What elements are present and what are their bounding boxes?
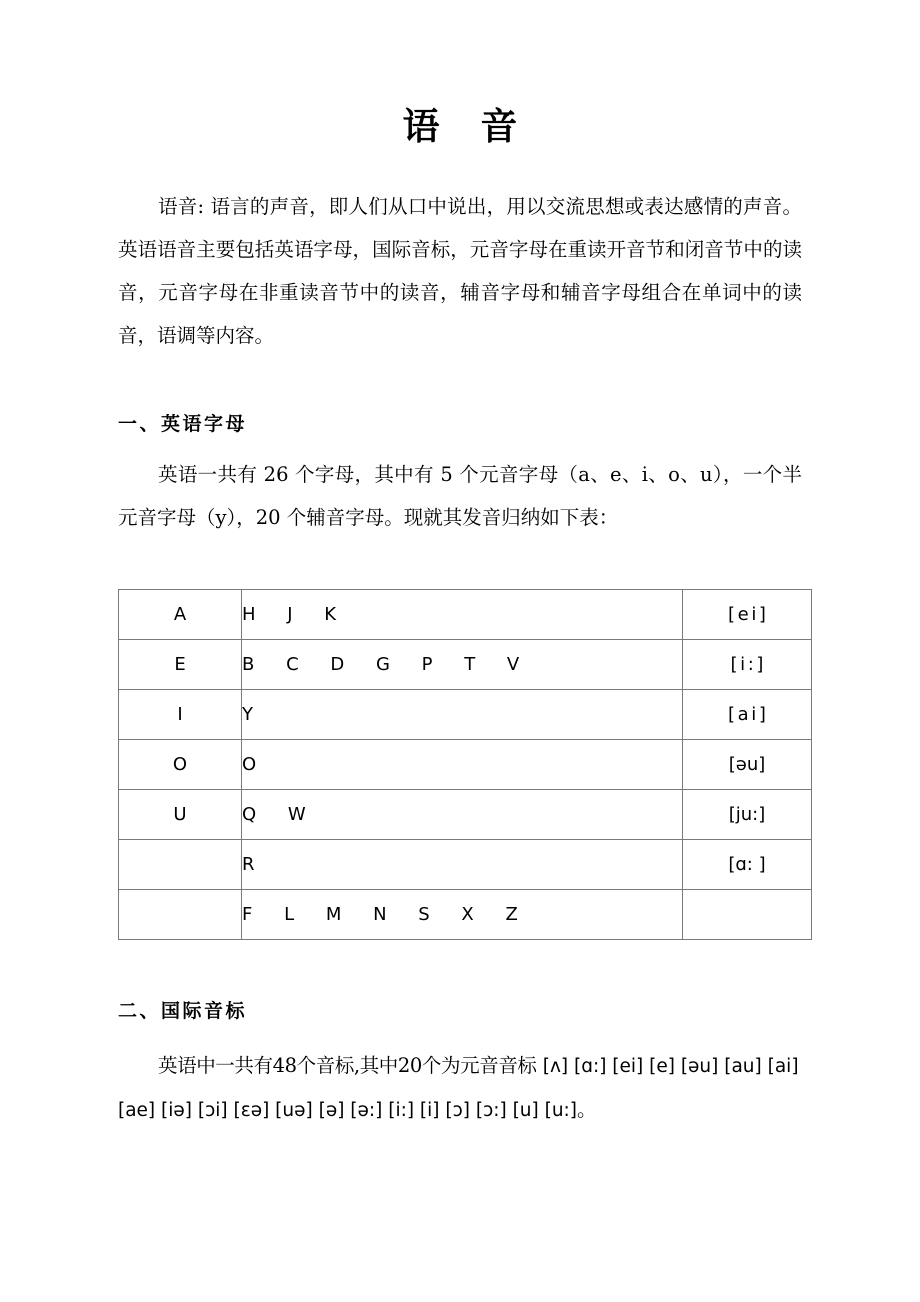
table-row (119, 590, 812, 640)
section-two-paragraph (118, 1044, 802, 1132)
letter-table-container (118, 589, 802, 940)
table-row (119, 790, 812, 840)
cell-vowel-letter: A (119, 590, 242, 640)
phonetic-trailing-punctuation: 。 (577, 1098, 597, 1121)
cell-phonetic-symbol: [i:] (683, 640, 812, 690)
cell-letter-group: H J K (242, 590, 683, 640)
page-title: 语 音 (402, 105, 532, 148)
cell-letter-group: Y (242, 690, 683, 740)
cell-letter-group: F L M N S X Z (242, 890, 683, 940)
cell-vowel-letter: E (119, 640, 242, 690)
section-heading-phonetic-symbols: 二、国际音标 (118, 1000, 248, 1022)
letter-pronunciation-table (118, 589, 812, 940)
vowel-symbol-list: [ʌ] [ɑ:] [ei] [e] [əu] [au] [ai] [ae] [iə] [ɔi] [ɛə] [uə] [ə] [ə:] [i:] [i] [ɔ] [ɔ:] [u] [u:] (118, 1056, 799, 1121)
cell-letter-group: R (242, 840, 683, 890)
cell-letter-group: B C D G P T V (242, 640, 683, 690)
cell-phonetic-symbol (683, 890, 812, 940)
cell-phonetic-symbol: [əu] (683, 740, 812, 790)
intro-paragraph: 语音: 语言的声音，即人们从口中说出，用以交流思想或表达感情的声音。英语语音主要包括英语字母，国际音标，元音字母在重读开音节和闭音节中的读音，元音字母在非重读音节中的读音，辅音字母和辅音字母组合在单词中的读音，语调等内容。 (118, 195, 802, 347)
phonetic-lead-text: 英语中一共有48个音标,其中20个为元音音标 (158, 1054, 537, 1077)
cell-phonetic-symbol: [ju:] (683, 790, 812, 840)
section-one-paragraph: 英语一共有 26 个字母，其中有 5 个元音字母（a、e、i、o、u），一个半元音字母（y），20 个辅音字母。现就其发音归纳如下表： (118, 463, 802, 529)
cell-phonetic-symbol: [ai] (683, 690, 812, 740)
cell-vowel-letter: U (119, 790, 242, 840)
table-row (119, 740, 812, 790)
table-row (119, 890, 812, 940)
table-row (119, 640, 812, 690)
table-row (119, 690, 812, 740)
cell-phonetic-symbol: [ɑ: ] (683, 840, 812, 890)
cell-vowel-letter (119, 840, 242, 890)
cell-letter-group: O (242, 740, 683, 790)
section-heading-english-letters: 一、英语字母 (118, 413, 248, 435)
cell-vowel-letter: I (119, 690, 242, 740)
cell-vowel-letter (119, 890, 242, 940)
cell-phonetic-symbol: [ei] (683, 590, 812, 640)
cell-vowel-letter: O (119, 740, 242, 790)
cell-letter-group: Q W (242, 790, 683, 840)
table-row (119, 840, 812, 890)
